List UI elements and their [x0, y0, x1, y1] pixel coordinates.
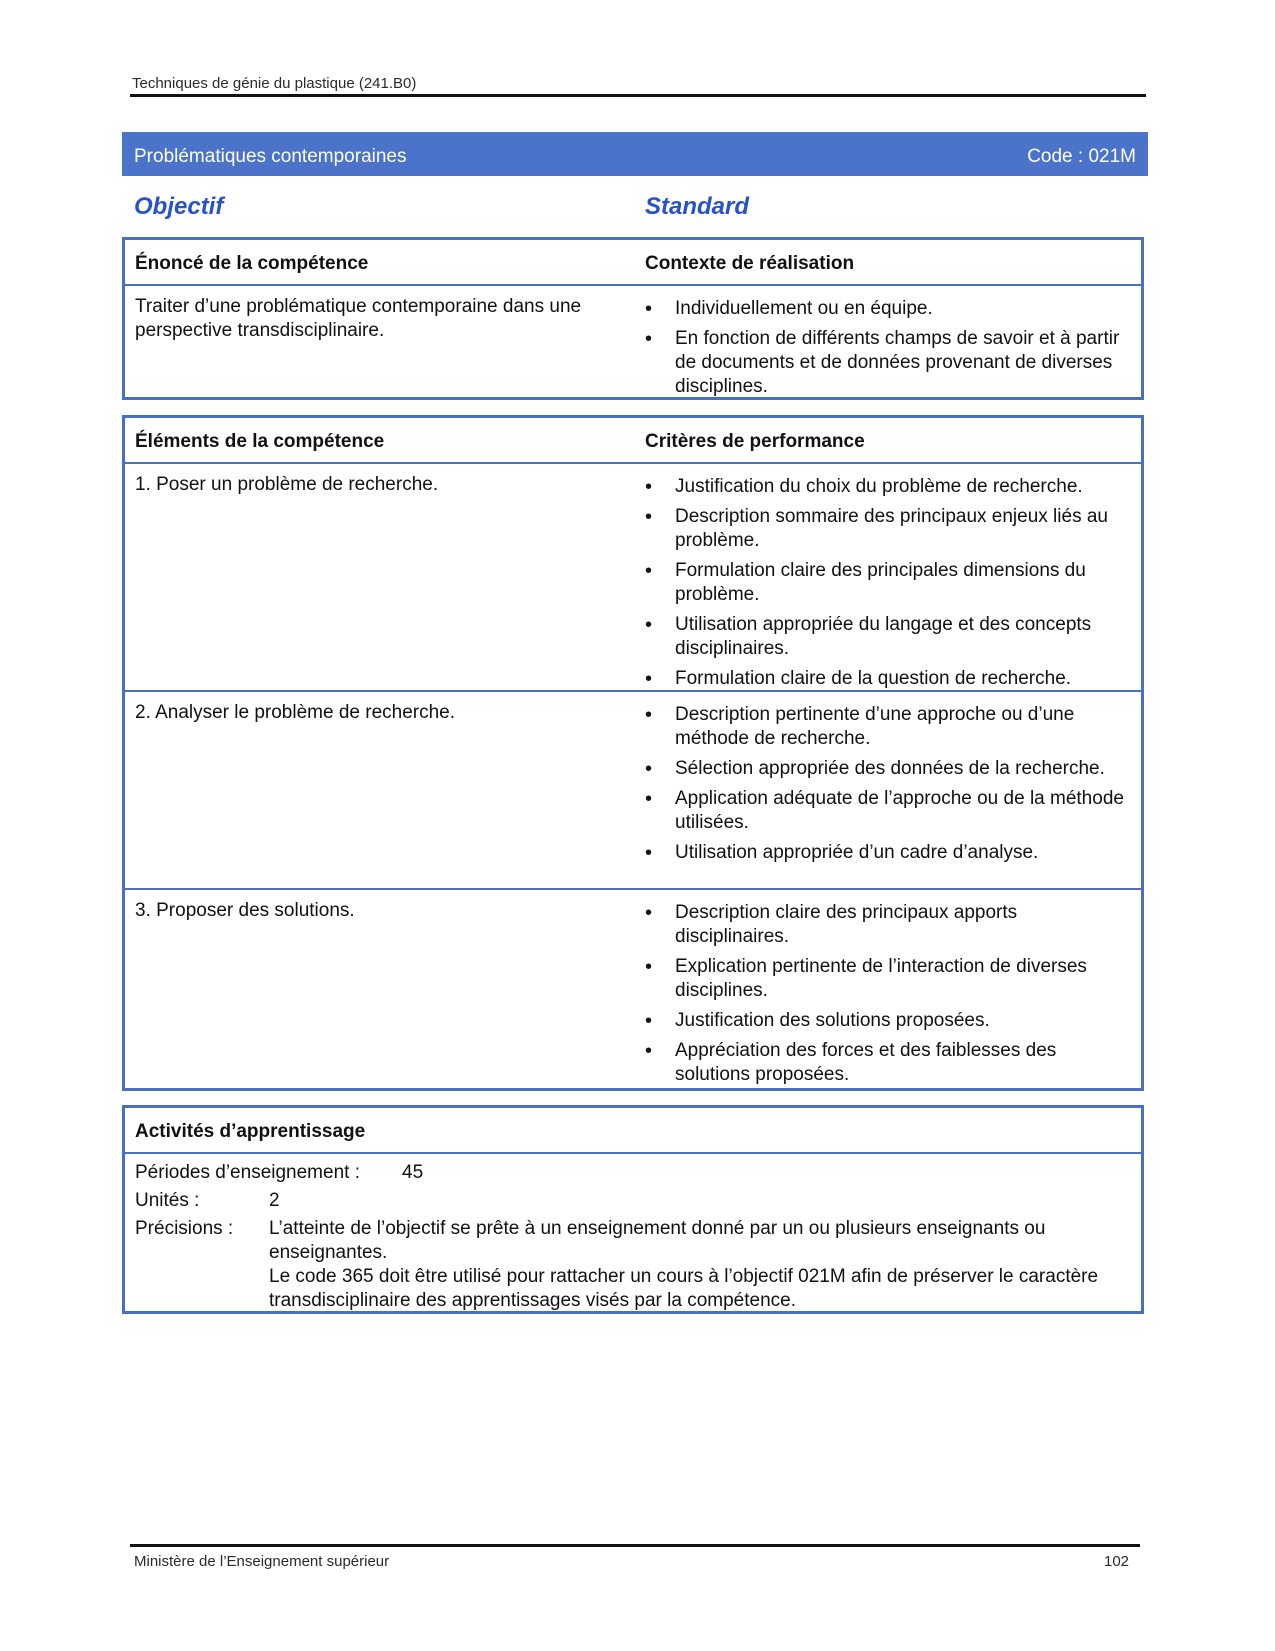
list-item: • Description pertinente d’une approche ou d’une méthode de recherche. [645, 703, 1125, 751]
list-item: • Justification du choix du problème de recherche. [645, 475, 1125, 499]
ministry-footer: Ministère de l’Enseignement supérieur [134, 1553, 390, 1570]
criteria-list-3 [645, 901, 1125, 1093]
list-item: • En fonction de différents champs de savoir et à partir de documents et de données provenant de diverses disciplines. [645, 327, 1125, 399]
competence-code: Code : 021M [1027, 146, 1136, 167]
divider [125, 462, 1141, 464]
criteria-list-2 [645, 703, 1125, 871]
list-item: • Utilisation appropriée d’un cadre d’analyse. [645, 841, 1125, 865]
precision-2: Le code 365 doit être utilisé pour rattacher un cours à l’objectif 021M afin de préserver le caractère transdisciplinaire des apprentissages visés par la compétence. [269, 1266, 1099, 1311]
header-rule [130, 94, 1146, 97]
periods-label: Périodes d’enseignement : [135, 1162, 360, 1183]
list-item: • Individuellement ou en équipe. [645, 297, 1125, 321]
element-2: 2. Analyser le problème de recherche. [135, 702, 456, 723]
list-item: • Application adéquate de l’approche ou de la méthode utilisées. [645, 787, 1125, 835]
element-1: 1. Poser un problème de recherche. [135, 474, 439, 495]
standard-heading: Standard [645, 193, 750, 220]
objective-heading: Objectif [134, 193, 224, 220]
competence-title: Problématiques contemporaines [134, 146, 407, 167]
divider [125, 888, 1141, 890]
units-label: Unités : [135, 1190, 200, 1211]
divider [125, 690, 1141, 692]
context-label: Contexte de réalisation [645, 253, 855, 274]
activities-box [122, 1105, 1144, 1314]
criteria-label: Critères de performance [645, 431, 865, 452]
periods-value: 45 [402, 1162, 424, 1183]
context-list [645, 297, 1125, 405]
list-item: • Sélection appropriée des données de la recherche. [645, 757, 1125, 781]
title-band [122, 132, 1148, 176]
competence-box [122, 237, 1144, 400]
element-3: 3. Proposer des solutions. [135, 900, 355, 921]
competence-statement: Traiter d’une problématique contemporaine dans une perspective transdisciplinaire. [135, 296, 582, 341]
divider [125, 1152, 1141, 1154]
list-item: • Justification des solutions proposées. [645, 1009, 1125, 1033]
list-item: • Description sommaire des principaux enjeux liés au problème. [645, 505, 1125, 553]
precision-1: L’atteinte de l’objectif se prête à un enseignement donné par un ou plusieurs enseignants ou enseignantes. [269, 1218, 1046, 1263]
activities-label: Activités d’apprentissage [135, 1121, 366, 1142]
list-item: • Explication pertinente de l’interaction de diverses disciplines. [645, 955, 1125, 1003]
elements-box [122, 415, 1144, 1091]
list-item: • Utilisation appropriée du langage et des concepts disciplinaires. [645, 613, 1125, 661]
statement-label: Énoncé de la compétence [135, 253, 369, 274]
divider [125, 284, 1141, 286]
elements-label: Éléments de la compétence [135, 431, 385, 452]
list-item: • Formulation claire des principales dimensions du problème. [645, 559, 1125, 607]
page-number: 102 [1104, 1553, 1130, 1570]
precisions-label: Précisions : [135, 1218, 234, 1239]
criteria-list-1 [645, 475, 1125, 697]
program-header: Techniques de génie du plastique (241.B0) [132, 75, 417, 92]
list-item: • Appréciation des forces et des faiblesses des solutions proposées. [645, 1039, 1125, 1087]
list-item: • Formulation claire de la question de recherche. [645, 667, 1125, 691]
footer-rule [130, 1544, 1140, 1547]
units-value: 2 [269, 1190, 280, 1211]
list-item: • Description claire des principaux apports disciplinaires. [645, 901, 1125, 949]
